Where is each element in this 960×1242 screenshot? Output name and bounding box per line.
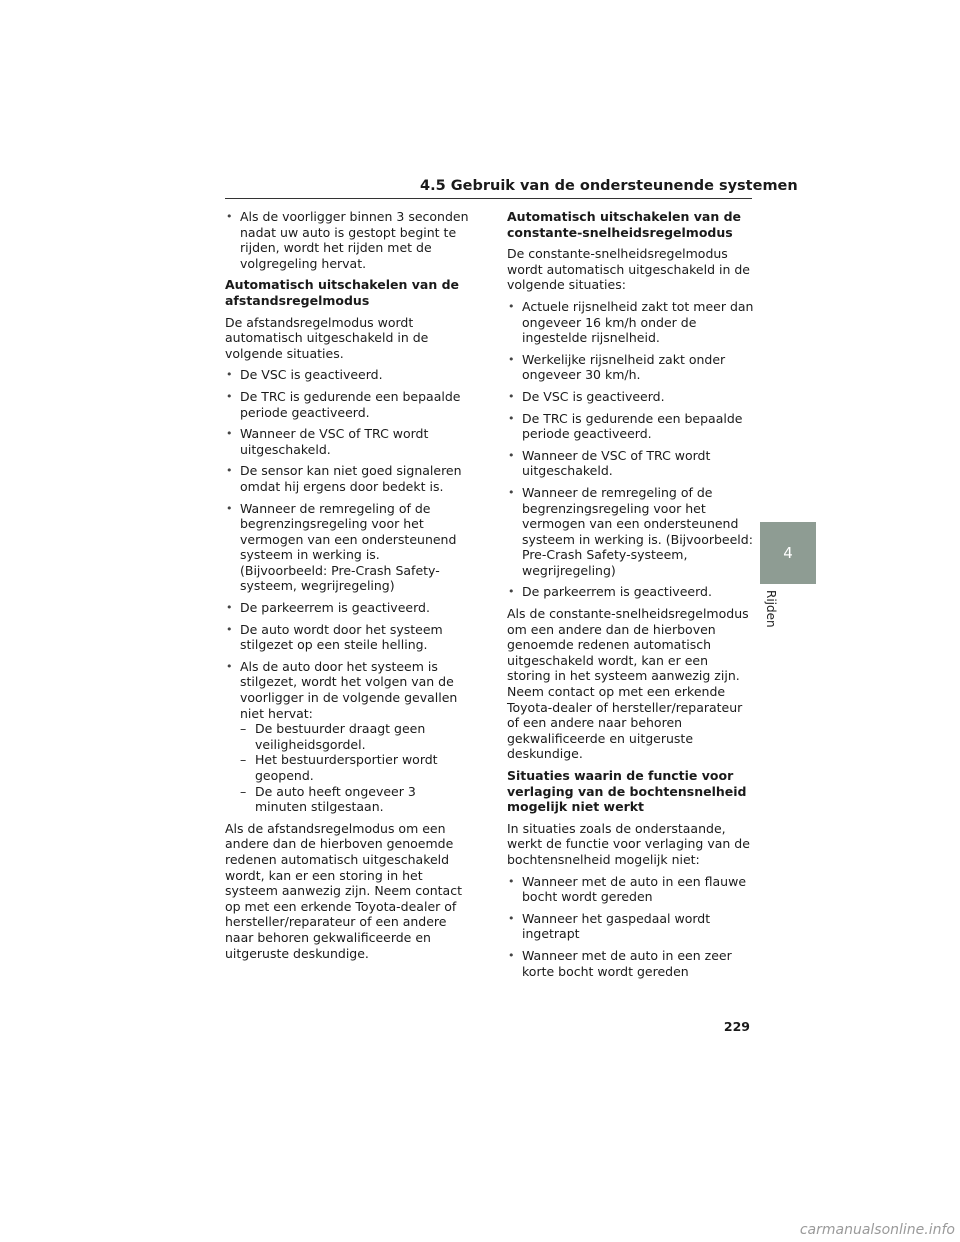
list-item: • De sensor kan niet goed signaleren omdat hij ergens door bedekt is. [225,463,470,494]
list-item: • De TRC is gedurende een bepaalde periode geactiveerd. [507,411,754,442]
chapter-number: 4 [783,544,793,562]
section-title: 4.5 Gebruik van de ondersteunende systemen [420,178,798,194]
sub-list-item: – De auto heeft ongeveer 3 minuten stilgestaan. [225,784,470,815]
list-item: • Actuele rijsnelheid zakt tot meer dan ongeveer 16 km/h onder de ingestelde rijsnelheid. [507,299,754,346]
left-column [225,209,470,967]
list-item: • Werkelijke rijsnelheid zakt onder ongeveer 30 km/h. [507,352,754,383]
paragraph: De afstandsregelmodus wordt automatisch uitgeschakeld in de volgende situaties. [225,314,429,361]
list-item: • Wanneer de VSC of TRC wordt uitgeschakeld. [225,426,470,457]
right-column [507,209,754,985]
paragraph: De constante-snelheidsregelmodus wordt automatisch uitgeschakeld in de volgende situaties: [507,246,750,293]
list-item: • Als de voorligger binnen 3 seconden nadat uw auto is gestopt begint te rijden, wordt het rijden met de volgregeling hervat. [225,209,470,271]
chapter-tab [760,522,816,584]
sub-list-item: – Het bestuurdersportier wordt geopend. [225,752,470,783]
list-item: • De VSC is geactiveerd. [225,367,470,383]
list-item: • Wanneer met de auto in een zeer korte bocht wordt gereden [507,948,754,979]
list-item: • De parkeerrem is geactiveerd. [507,584,754,600]
list-item: • De parkeerrem is geactiveerd. [225,600,470,616]
sub-list-item: – De bestuurder draagt geen veiligheidsgordel. [225,721,470,752]
list-item: • Wanneer de remregeling of de begrenzingsregeling voor het vermogen van een ondersteunend systeem in werking is. (Bijvoorbeeld: Pre-Crash Safety-systeem, wegrijregeling) [507,485,754,579]
list-item: • Als de auto door het systeem is stilgezet, wordt het volgen van de voorligger in de volgende gevallen niet hervat: [225,659,470,721]
header-divider [225,198,752,199]
page-number: 229 [723,1019,750,1034]
paragraph: Als de constante-snelheidsregelmodus om een andere dan de hierboven genoemde redenen automatisch uitgeschakeld wordt, kan er een storing in het systeem aanwezig zijn. Neem contact op met een erkende Toyota-dealer of hersteller/reparateur of een andere naar behoren gekwalificeerde en uitgeruste deskundige. [507,606,749,762]
subsection-heading: Automatisch uitschakelen van de afstandsregelmodus [225,277,460,308]
list-item: • De auto wordt door het systeem stilgezet op een steile helling. [225,622,470,653]
list-item: • Wanneer de VSC of TRC wordt uitgeschakeld. [507,448,754,479]
paragraph: Als de afstandsregelmodus om een andere dan de hierboven genoemde redenen automatisch uitgeschakeld wordt, kan er een storing in het systeem aanwezig zijn. Neem contact op met een erkende Toyota-dealer of hersteller/reparateur of een andere naar behoren gekwalificeerde en uitgeruste deskundige. [225,820,462,961]
chapter-label: Rijden [764,590,778,628]
list-item: • Wanneer met de auto in een flauwe bocht wordt gereden [507,874,754,905]
subsection-heading: Situaties waarin de functie voor verlaging van de bochtensnelheid mogelijk niet werkt [507,768,747,815]
watermark: carmanualsonline.info [799,1222,955,1238]
list-item: • De TRC is gedurende een bepaalde periode geactiveerd. [225,389,470,420]
list-item: • De VSC is geactiveerd. [507,389,754,405]
list-item: • Wanneer het gaspedaal wordt ingetrapt [507,911,754,942]
list-item: • Wanneer de remregeling of de begrenzingsregeling voor het vermogen van een ondersteunend systeem in werking is. (Bijvoorbeeld: Pre-Crash Safety-systeem, wegrijregeling) [225,501,470,595]
subsection-heading: Automatisch uitschakelen van de constante-snelheidsregelmodus [507,209,742,240]
paragraph: In situaties zoals de onderstaande, werkt de functie voor verlaging van de bochtensnelheid mogelijk niet: [507,820,750,867]
